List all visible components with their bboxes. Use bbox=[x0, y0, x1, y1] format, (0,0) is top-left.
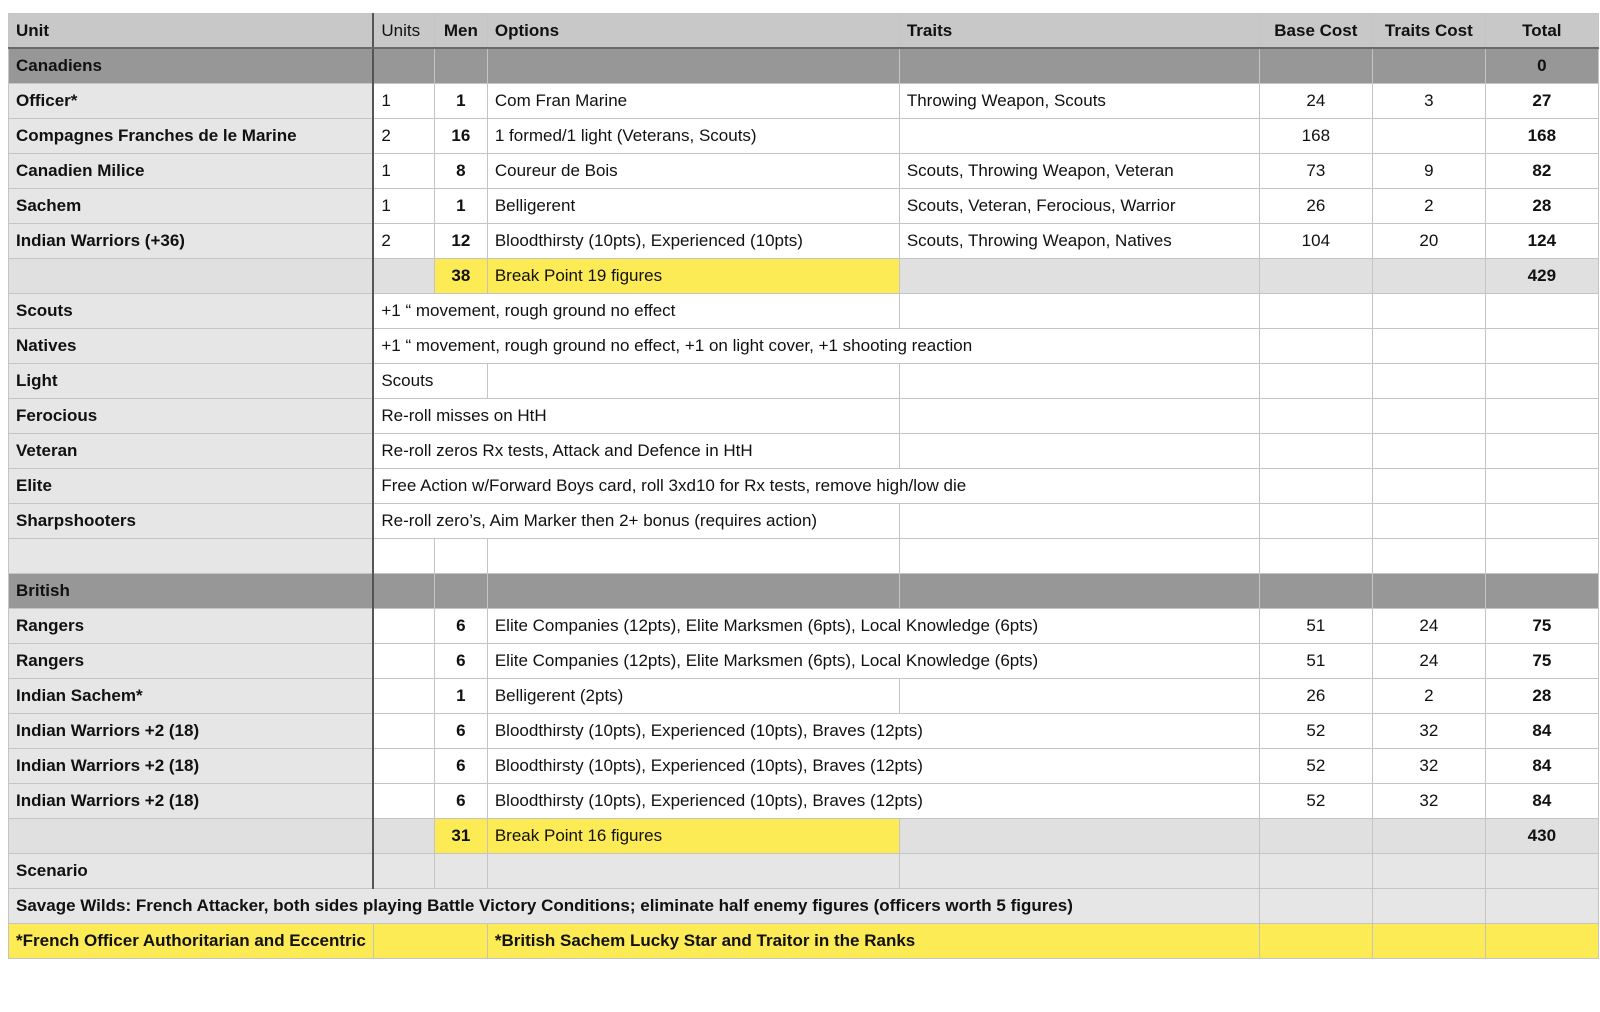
traits-cost: 32 bbox=[1372, 784, 1485, 819]
men-count: 6 bbox=[434, 644, 487, 679]
trait-name: Natives bbox=[9, 329, 374, 364]
trait-row bbox=[9, 294, 1599, 329]
unit-total: 84 bbox=[1485, 784, 1598, 819]
unit-count bbox=[373, 644, 434, 679]
traits-cost: 20 bbox=[1372, 224, 1485, 259]
unit-options: Belligerent (2pts) bbox=[487, 679, 899, 714]
unit-name: Officer* bbox=[9, 84, 374, 119]
traits-cost: 24 bbox=[1372, 644, 1485, 679]
unit-count bbox=[373, 714, 434, 749]
french-officer-note: *French Officer Authoritarian and Eccentric bbox=[9, 924, 374, 959]
unit-name: Indian Sachem* bbox=[9, 679, 374, 714]
base-cost: 52 bbox=[1259, 784, 1372, 819]
traits-cost: 32 bbox=[1372, 714, 1485, 749]
army-list-table bbox=[8, 13, 1599, 959]
unit-name: Indian Warriors +2 (18) bbox=[9, 714, 374, 749]
unit-name: Indian Warriors +2 (18) bbox=[9, 749, 374, 784]
unit-options: Com Fran Marine bbox=[487, 84, 899, 119]
unit-count: 1 bbox=[373, 189, 434, 224]
trait-name: Light bbox=[9, 364, 374, 399]
trait-row bbox=[9, 364, 1599, 399]
unit-total: 168 bbox=[1485, 119, 1598, 154]
base-cost: 24 bbox=[1259, 84, 1372, 119]
scenario-description-row bbox=[9, 889, 1599, 924]
header-total: Total bbox=[1485, 14, 1598, 49]
header-unit: Unit bbox=[9, 14, 374, 49]
scenario-row bbox=[9, 854, 1599, 889]
trait-row bbox=[9, 434, 1599, 469]
header-row bbox=[9, 14, 1599, 49]
trait-name: Veteran bbox=[9, 434, 374, 469]
unit-traits: Scouts, Throwing Weapon, Veteran bbox=[899, 154, 1259, 189]
summary-row-british bbox=[9, 819, 1599, 854]
unit-total: 28 bbox=[1485, 679, 1598, 714]
table-row bbox=[9, 224, 1599, 259]
trait-name: Sharpshooters bbox=[9, 504, 374, 539]
unit-name: Rangers bbox=[9, 609, 374, 644]
base-cost: 51 bbox=[1259, 644, 1372, 679]
blank-row bbox=[9, 539, 1599, 574]
unit-count bbox=[373, 679, 434, 714]
traits-cost: 3 bbox=[1372, 84, 1485, 119]
header-traits-cost: Traits Cost bbox=[1372, 14, 1485, 49]
unit-name: Compagnes Franches de le Marine bbox=[9, 119, 374, 154]
traits-cost: 32 bbox=[1372, 749, 1485, 784]
traits-cost bbox=[1372, 119, 1485, 154]
men-count: 6 bbox=[434, 784, 487, 819]
unit-count: 1 bbox=[373, 84, 434, 119]
unit-total: 28 bbox=[1485, 189, 1598, 224]
table-row bbox=[9, 784, 1599, 819]
british-sachem-note: *British Sachem Lucky Star and Traitor in the Ranks bbox=[487, 924, 1259, 959]
trait-description: +1 “ movement, rough ground no effect bbox=[373, 294, 899, 329]
unit-total: 124 bbox=[1485, 224, 1598, 259]
grand-total: 430 bbox=[1485, 819, 1598, 854]
section-label: British bbox=[9, 574, 374, 609]
scenario-description: Savage Wilds: French Attacker, both sides playing Battle Victory Conditions; eliminate half enemy figures (officers worth 5 figures) bbox=[9, 889, 1260, 924]
unit-count: 2 bbox=[373, 224, 434, 259]
table-row bbox=[9, 119, 1599, 154]
base-cost: 52 bbox=[1259, 714, 1372, 749]
base-cost: 168 bbox=[1259, 119, 1372, 154]
trait-description: +1 “ movement, rough ground no effect, +1 on light cover, +1 shooting reaction bbox=[373, 329, 1259, 364]
trait-name: Scouts bbox=[9, 294, 374, 329]
trait-row bbox=[9, 504, 1599, 539]
men-count: 12 bbox=[434, 224, 487, 259]
section-total: 0 bbox=[1485, 48, 1598, 84]
unit-options: Coureur de Bois bbox=[487, 154, 899, 189]
unit-traits: Scouts, Veteran, Ferocious, Warrior bbox=[899, 189, 1259, 224]
section-canadiens bbox=[9, 48, 1599, 84]
unit-count: 1 bbox=[373, 154, 434, 189]
unit-total: 75 bbox=[1485, 644, 1598, 679]
unit-traits bbox=[899, 119, 1259, 154]
men-count: 6 bbox=[434, 609, 487, 644]
table-row bbox=[9, 714, 1599, 749]
traits-cost: 2 bbox=[1372, 189, 1485, 224]
traits-cost: 2 bbox=[1372, 679, 1485, 714]
grand-total: 429 bbox=[1485, 259, 1598, 294]
trait-row bbox=[9, 329, 1599, 364]
header-traits: Traits bbox=[899, 14, 1259, 49]
unit-count: 2 bbox=[373, 119, 434, 154]
men-count: 6 bbox=[434, 714, 487, 749]
trait-row bbox=[9, 469, 1599, 504]
unit-options: Bloodthirsty (10pts), Experienced (10pts), Braves (12pts) bbox=[487, 714, 1259, 749]
base-cost: 51 bbox=[1259, 609, 1372, 644]
base-cost: 52 bbox=[1259, 749, 1372, 784]
base-cost: 26 bbox=[1259, 189, 1372, 224]
trait-name: Elite bbox=[9, 469, 374, 504]
break-point: Break Point 16 figures bbox=[487, 819, 899, 854]
summary-row-canadiens bbox=[9, 259, 1599, 294]
header-options: Options bbox=[487, 14, 899, 49]
unit-name: Indian Warriors (+36) bbox=[9, 224, 374, 259]
unit-options: 1 formed/1 light (Veterans, Scouts) bbox=[487, 119, 899, 154]
unit-name: Rangers bbox=[9, 644, 374, 679]
table-row bbox=[9, 749, 1599, 784]
unit-count bbox=[373, 784, 434, 819]
men-total: 31 bbox=[434, 819, 487, 854]
base-cost: 73 bbox=[1259, 154, 1372, 189]
table-row bbox=[9, 154, 1599, 189]
section-british bbox=[9, 574, 1599, 609]
unit-options: Bloodthirsty (10pts), Experienced (10pts), Braves (12pts) bbox=[487, 749, 1259, 784]
unit-name: Indian Warriors +2 (18) bbox=[9, 784, 374, 819]
unit-name: Sachem bbox=[9, 189, 374, 224]
unit-count bbox=[373, 609, 434, 644]
trait-description: Re-roll zero’s, Aim Marker then 2+ bonus (requires action) bbox=[373, 504, 899, 539]
trait-description: Free Action w/Forward Boys card, roll 3xd10 for Rx tests, remove high/low die bbox=[373, 469, 1259, 504]
unit-total: 82 bbox=[1485, 154, 1598, 189]
unit-traits: Scouts, Throwing Weapon, Natives bbox=[899, 224, 1259, 259]
unit-options: Bloodthirsty (10pts), Experienced (10pts), Braves (12pts) bbox=[487, 784, 1259, 819]
trait-row bbox=[9, 399, 1599, 434]
traits-cost: 9 bbox=[1372, 154, 1485, 189]
header-base-cost: Base Cost bbox=[1259, 14, 1372, 49]
men-count: 16 bbox=[434, 119, 487, 154]
traits-cost: 24 bbox=[1372, 609, 1485, 644]
unit-total: 84 bbox=[1485, 714, 1598, 749]
men-count: 1 bbox=[434, 84, 487, 119]
unit-total: 75 bbox=[1485, 609, 1598, 644]
unit-options: Belligerent bbox=[487, 189, 899, 224]
section-label: Canadiens bbox=[9, 48, 374, 84]
trait-description: Scouts bbox=[373, 364, 487, 399]
unit-options: Elite Companies (12pts), Elite Marksmen (6pts), Local Knowledge (6pts) bbox=[487, 644, 1259, 679]
break-point: Break Point 19 figures bbox=[487, 259, 899, 294]
scenario-label: Scenario bbox=[9, 854, 374, 889]
unit-traits: Throwing Weapon, Scouts bbox=[899, 84, 1259, 119]
trait-description: Re-roll misses on HtH bbox=[373, 399, 899, 434]
unit-options: Elite Companies (12pts), Elite Marksmen (6pts), Local Knowledge (6pts) bbox=[487, 609, 1259, 644]
header-units: Units bbox=[373, 14, 434, 49]
unit-total: 27 bbox=[1485, 84, 1598, 119]
men-total: 38 bbox=[434, 259, 487, 294]
trait-description: Re-roll zeros Rx tests, Attack and Defence in HtH bbox=[373, 434, 899, 469]
header-men: Men bbox=[434, 14, 487, 49]
table-row bbox=[9, 84, 1599, 119]
base-cost: 26 bbox=[1259, 679, 1372, 714]
table-row bbox=[9, 644, 1599, 679]
unit-name: Canadien Milice bbox=[9, 154, 374, 189]
men-count: 1 bbox=[434, 189, 487, 224]
trait-name: Ferocious bbox=[9, 399, 374, 434]
men-count: 1 bbox=[434, 679, 487, 714]
men-count: 6 bbox=[434, 749, 487, 784]
table-row bbox=[9, 189, 1599, 224]
table-row bbox=[9, 609, 1599, 644]
table-row bbox=[9, 679, 1599, 714]
men-count: 8 bbox=[434, 154, 487, 189]
officer-notes-row bbox=[9, 924, 1599, 959]
unit-count bbox=[373, 749, 434, 784]
unit-options: Bloodthirsty (10pts), Experienced (10pts) bbox=[487, 224, 899, 259]
base-cost: 104 bbox=[1259, 224, 1372, 259]
unit-total: 84 bbox=[1485, 749, 1598, 784]
